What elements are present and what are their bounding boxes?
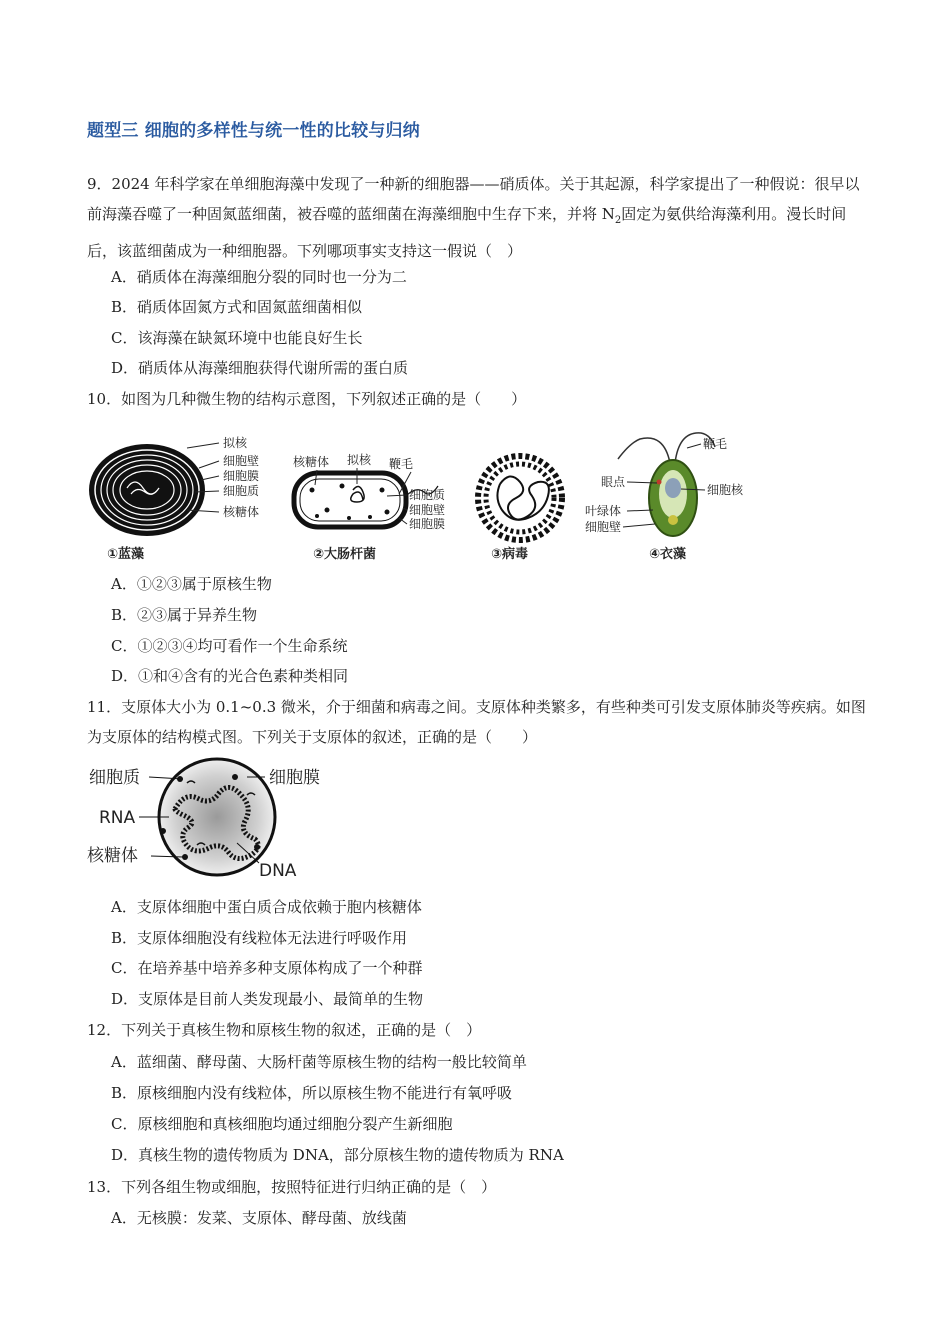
microorganism-diagram [87,418,767,568]
question-9-stem [87,169,867,266]
ecoli-label-cell-membrane: 细胞膜 [409,517,446,531]
question-11-option-a: A．支原体细胞中蛋白质合成依赖于胞内核糖体 [111,898,422,916]
question-12-option-c: C．原核细胞和真核细胞均通过细胞分裂产生新细胞 [111,1115,453,1133]
question-9-stem-part1: 9．2024 年科学家在单细胞海藻中发现了一种新的细胞器——硝质体。关于其起源，科学家提出了一种假说：很早以前海藻吞噬了一种固氮蓝细菌，被吞噬的蓝细菌在海藻细胞中生存下来，并将 N [87,175,860,223]
chlamydomonas-caption: ④衣藻 [649,547,687,562]
ecoli-label-cytoplasm: 细胞质 [409,488,446,502]
mycoplasma-label-rna: RNA [99,808,136,828]
cyanobacterium-illustration [89,443,219,536]
chlamydomonas-label-cell-wall: 细胞壁 [585,520,622,534]
mycoplasma-label-cell-membrane: 细胞膜 [269,768,320,788]
question-9-stem-part2: 固定为氨供给海藻利用。漫长时间后，该蓝细菌成为一种细胞器。下列哪项事实支持这一假说（ ） [87,205,847,260]
question-12-option-b: B．原核细胞内没有线粒体，所以原核生物不能进行有氧呼吸 [111,1084,513,1102]
question-10-option-c: C．①②③④均可看作一个生命系统 [111,637,348,655]
question-10-option-b: B．②③属于异养生物 [111,606,258,624]
question-9-option-c: C．该海藻在缺氮环境中也能良好生长 [111,329,363,347]
virus-illustration [478,456,562,540]
chlamydomonas-label-eyespot: 眼点 [601,475,626,489]
question-13-option-a: A．无核膜：发菜、支原体、酵母菌、放线菌 [111,1209,407,1227]
ecoli-label-nucleoid: 拟核 [347,453,372,467]
question-11-option-b: B．支原体细胞没有线粒体无法进行呼吸作用 [111,929,408,947]
cyanobacterium-caption: ①蓝藻 [107,547,145,562]
question-11-stem: 11．支原体大小为 0.1~0.3 微米，介于细菌和病毒之间。支原体种类繁多，有些种类可引发支原体肺炎等疾病。如图为支原体的结构模式图。下列关于支原体的叙述，正确的是（ ） [87,698,866,746]
cyanobacterium-label-cell-wall: 细胞壁 [223,454,260,468]
question-9-option-a: A．硝质体在海藻细胞分裂的同时也一分为二 [111,268,407,286]
question-9-option-d: D．硝质体从海藻细胞获得代谢所需的蛋白质 [111,359,409,377]
ecoli-caption: ②大肠杆菌 [313,547,377,562]
question-10-option-a: A．①②③属于原核生物 [111,575,272,593]
cyanobacterium-label-ribosome: 核糖体 [223,505,260,519]
question-13-stem: 13．下列各组生物或细胞，按照特征进行归纳正确的是（ ） [87,1178,497,1196]
section-title: 题型三 细胞的多样性与统一性的比较与归纳 [87,121,420,141]
mycoplasma-illustration [139,759,275,875]
question-9-stem-subscript: 2 [614,215,622,226]
ecoli-label-cell-wall: 细胞壁 [409,503,446,517]
question-12-option-d: D．真核生物的遗传物质为 DNA，部分原核生物的遗传物质为 RNA [111,1146,564,1164]
ecoli-label-ribosome: 核糖体 [293,455,330,469]
question-11-option-c: C．在培养基中培养多种支原体构成了一个种群 [111,959,423,977]
question-12-option-a: A．蓝细菌、酵母菌、大肠杆菌等原核生物的结构一般比较简单 [111,1053,527,1071]
mycoplasma-label-cytoplasm: 细胞质 [89,768,140,788]
question-12-stem: 12．下列关于真核生物和原核生物的叙述，正确的是（ ） [87,1021,482,1039]
ecoli-label-flagellum: 鞭毛 [389,457,414,471]
mycoplasma-label-dna: DNA [259,861,297,881]
cyanobacterium-label-cytoplasm: 细胞质 [223,484,260,498]
question-9-option-b: B．硝质体固氮方式和固氮蓝细菌相似 [111,298,363,316]
chlamydomonas-illustration [618,433,715,536]
chlamydomonas-label-flagellum: 鞭毛 [703,437,728,451]
cyanobacterium-label-nucleoid: 拟核 [223,436,248,450]
question-10-stem: 10．如图为几种微生物的结构示意图，下列叙述正确的是（ ） [87,390,527,408]
chlamydomonas-label-nucleus: 细胞核 [707,483,744,497]
mycoplasma-diagram [87,755,347,885]
chlamydomonas-label-chloroplast: 叶绿体 [585,504,622,518]
mycoplasma-label-ribosome: 核糖体 [87,846,138,866]
question-10-option-d: D．①和④含有的光合色素种类相同 [111,667,349,685]
virus-caption: ③病毒 [491,547,529,562]
question-11-option-d: D．支原体是目前人类发现最小、最简单的生物 [111,990,424,1008]
cyanobacterium-label-cell-membrane: 细胞膜 [223,469,260,483]
